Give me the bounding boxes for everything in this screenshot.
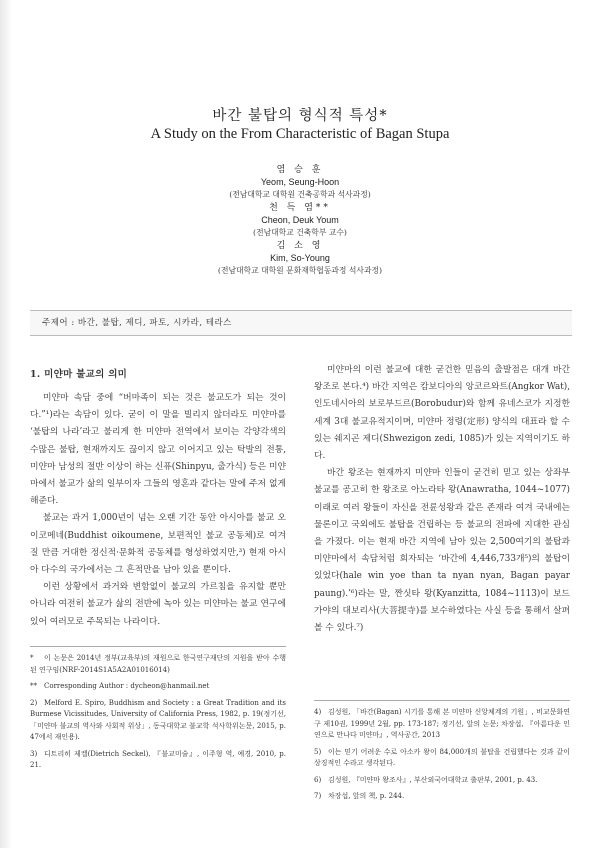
- footnotes-right: [314, 707, 570, 808]
- footnote-label: 7): [314, 792, 322, 800]
- author-block: [0, 164, 600, 278]
- footnote-label: 6): [314, 775, 322, 784]
- author-name-english: Cheon, Deuk Youm: [261, 215, 339, 225]
- footnotes-left: [30, 653, 286, 777]
- footnote-text: Melford E. Spiro, Buddhism and Society : a Great Tradition and its Burmese Vicissitudes, University of California Press, 1982, p. 19(정기선, 「미얀마 불교의 역사와 사회적 위상」, 동국대학교 불교학 석사학위논문, 2015, p. 47에서 재인용).: [30, 698, 286, 741]
- footnote: [314, 747, 570, 770]
- footnote-label: 4): [314, 708, 322, 716]
- paragraph: 미얀마 속담 중에 “버마족이 되는 것은 불교도가 되는 것이다.”¹)라는 속담이 있다. 굳이 이 말을 빌리지 않더라도 미얀마를 ‘불탑의 나라’라고 불리게 한 미얀마 전역에서 보이는 각양각색의 수많은 불탑, 현재까지도 끊이지 않고 이어지고 있는 탁발의 전통, 미얀마 남성의 절반 이상이 하는 신퓨(Shinpyu, 출가식) 등은 미얀마에서 불교가 삶의 일부이자 그들의 영혼과 같다는 말에 주저 없게 해준다.: [30, 393, 286, 507]
- footnote: [30, 749, 286, 772]
- author-1: [0, 164, 600, 202]
- footnote-label: *: [30, 654, 34, 662]
- keywords-box: [30, 310, 572, 336]
- footnote-text: Corresponding Author : dycheon@hanmail.net: [44, 682, 210, 690]
- left-column: [30, 368, 286, 631]
- paragraph: 미얀마의 이런 불교에 대한 굳건한 믿음의 출발점은 대개 바간 왕조로 본다.⁴) 바간 지역은 캄보디아의 앙코르와트(Angkor Wat), 인도네시아의 보로부드르(Borobudur)와 함께 유네스코가 지정한 세계 3대 불교유적지이며, 미얀마 정령(定形) 양식의 대표라 할 수 있는 쉐지곤 제디(Shwezigon zedi, 1085)가 있는 지역이기도 하다.: [314, 365, 570, 462]
- author-3: [0, 240, 600, 278]
- paper-title-english: A Study on the From Characteristic of Bagan Stupa: [150, 126, 450, 142]
- footnote-text: 디트리히 제켈(Dietrich Seckel), 『불교미술』, 이주형 역, 예경, 2010, p. 21.: [30, 749, 286, 769]
- footnote-label: 3): [30, 749, 38, 758]
- footnote: [314, 791, 570, 803]
- author-name-korean: 천 득 염**: [269, 203, 331, 213]
- keywords-text: 주제어 : 바간, 불탑, 제디, 파토, 시카라, 테라스: [42, 318, 232, 328]
- footnote-text: 김성원, 「바간(Bagan) 시기를 통해 본 미얀마 신앙체계의 기원」, 비교문화연구 제10권, 1999년 2월, pp. 173-187; 정기선, 앞의 논문; 차장섭, 『아름다운 인연으로 만나다 미얀마』, 역사공간, 2013: [314, 708, 570, 739]
- footnote-label: 5): [314, 747, 322, 756]
- paragraph: 불교는 과거 1,000년이 넘는 오랜 기간 동안 아시아를 불교 오이코메네(Buddhist oikoumene, 보편적인 불교 공동체)로 여겨질 만큼 거대한 정신적·문화적 공동체를 형성하였지만,³) 현재 아시아 다수의 국가에서는 그 흔적만을 남아 있을 뿐이다.: [30, 513, 286, 576]
- right-column: [314, 362, 570, 637]
- paragraph: 이런 상황에서 과거와 변함없이 불교의 가르침을 유지할 뿐만 아니라 여전히 불교가 삶의 전반에 녹아 있는 미얀마는 불교 연구에 있어 여러모로 주목되는 나라이다.: [30, 582, 286, 627]
- footnote-text: 김성원, 『미얀마 왕조사』, 부산외국어대학교 출판부, 2001, p. 43.: [328, 775, 538, 784]
- paragraph: 바간 왕조는 현재까지 미얀마 인들이 굳건히 믿고 있는 상좌부불교를 공고히 한 왕조로 아노라타 왕(Anawratha, 1044~1077) 이래로 여러 왕들이 자신을 전륜성왕과 같은 존재라 여겨 국내에는 물론이고 국외에도 불탑을 건립하는 등 불교의 전파에 지대한 관심을 가졌다. 이는 현재 바간 지역에 남아 있는 2,500여기의 불탑과 미얀마에서 속담처럼 회자되는 ‘바간에 4,446,733개⁵)의 불탑이 있었다(hale win yoe than ta nyan nyan, Bagan payar paung).’⁶)라는 말, 짠싯타 왕(Kyanzitta, 1084~1113)이 보드가야의 대보리사(大菩提寺)를 보수하였다는 사실 등을 통해서 살펴볼 수 있다.⁷): [314, 468, 570, 634]
- footnote-rule: [314, 700, 570, 701]
- footnote-label: 2): [30, 698, 38, 707]
- footnote-text: 이는 믿기 어려운 수로 아소카 왕이 84,000개의 불탑을 건립했다는 것과 같이 상징적인 수라고 생각된다.: [314, 747, 570, 767]
- footnote: [314, 775, 570, 787]
- footnote: [314, 707, 570, 742]
- footnote: [30, 698, 286, 744]
- author-2: [0, 202, 600, 240]
- footnote: [30, 681, 286, 693]
- author-affiliation: (전남대학교 대학원 건축공학과 석사과정): [229, 190, 371, 199]
- footnote: [30, 653, 286, 676]
- footnote-text: 차장섭, 앞의 책, p. 244.: [328, 792, 405, 800]
- footnote-text: 이 논문은 2014년 정부(교육부)의 재원으로 한국연구재단의 지원을 받아 수행된 연구임(NRF-2014S1A5A2A01016014): [30, 654, 286, 674]
- author-name-english: Yeom, Seung-Hoon: [260, 177, 340, 187]
- section-title: 1. 미얀마 불교의 의미: [30, 369, 128, 380]
- author-name-korean: 김 소 영: [276, 241, 324, 251]
- footnote-label: **: [30, 682, 37, 690]
- paper-title-korean: 바간 불탑의 형식적 특성*: [212, 108, 388, 124]
- footnote-rule: [30, 646, 286, 647]
- author-affiliation: (전남대학교 건축학부 교수): [253, 228, 347, 237]
- author-name-korean: 염 승 훈: [276, 165, 324, 175]
- author-affiliation: (전남대학교 대학원 문화재학협동과정 석사과정): [217, 266, 383, 275]
- author-name-english: Kim, So-Young: [270, 253, 330, 263]
